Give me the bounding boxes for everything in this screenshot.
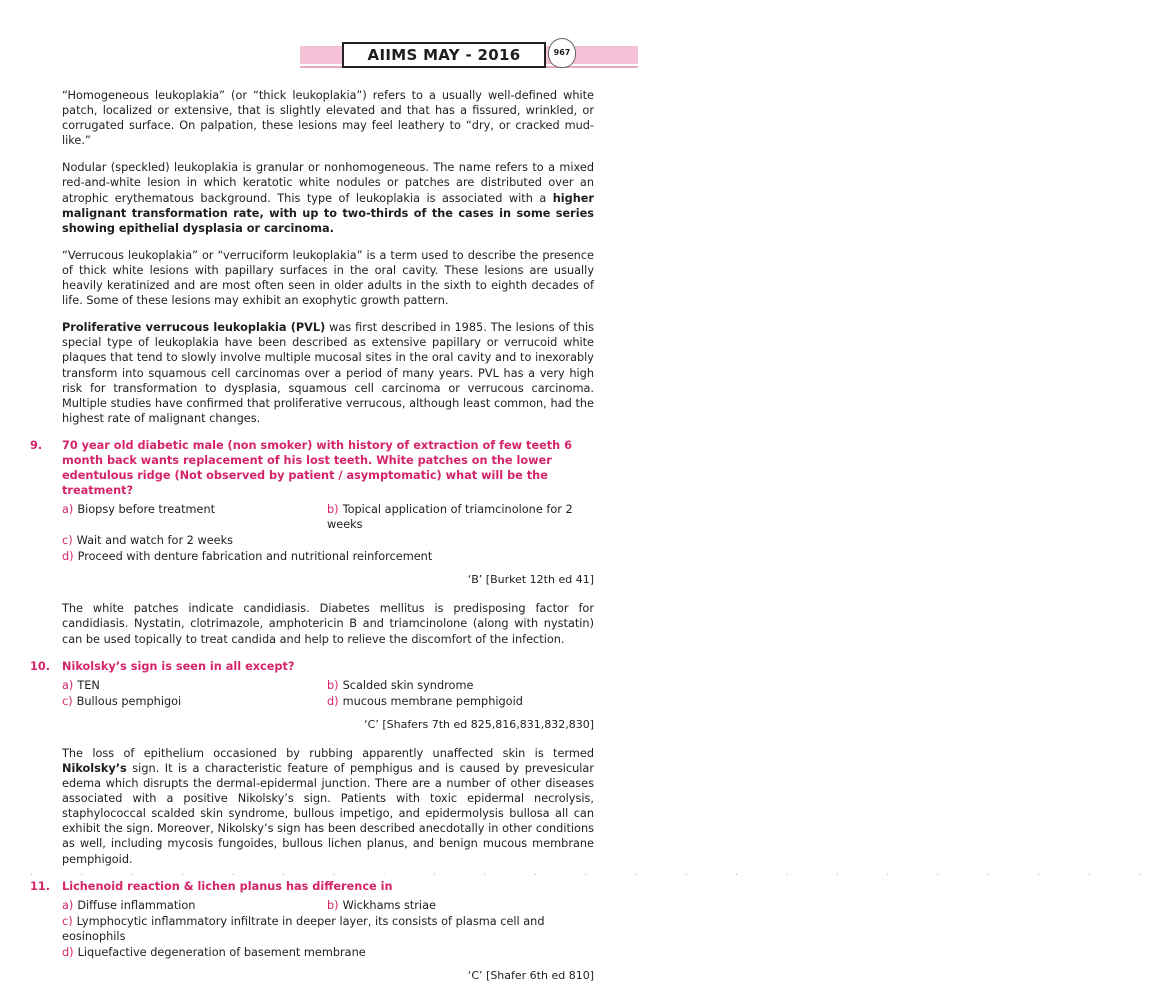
question-9-number: 9.: [30, 438, 43, 452]
option-a: [62, 898, 327, 913]
option-text: Lymphocytic inflammatory infiltrate in deeper layer, its consists of plasma cell and eosinophils: [62, 914, 545, 943]
option-text: mucous membrane pemphigoid: [342, 694, 523, 708]
option-letter: c): [62, 534, 73, 548]
footer-scan-specks: · · · · · · · · · · · · · · · · · · · · · · ·: [30, 870, 1163, 881]
option-text: Wickhams striae: [342, 898, 436, 912]
question-11-answer: ‘C’ [Shafer 6th ed 810]: [467, 969, 594, 983]
options-row: [62, 533, 594, 548]
question-10-explanation-term: Nikolsky’s: [62, 762, 127, 775]
option-c: [62, 533, 233, 548]
question-9: [30, 438, 594, 498]
option-text: Bullous pemphigoi: [76, 694, 182, 708]
option-letter: c): [62, 694, 73, 708]
question-10-number: 10.: [30, 659, 51, 673]
option-letter: b): [327, 678, 339, 692]
page-number-badge: 967: [548, 38, 576, 68]
option-letter: a): [62, 502, 74, 516]
option-letter: d): [62, 550, 74, 564]
options-row: [62, 678, 594, 693]
question-10-answer: ‘C’ [Shafers 7th ed 825,816,831,832,830]: [364, 717, 594, 731]
question-10-explanation: [62, 746, 594, 867]
options-row: [62, 945, 594, 960]
paragraph-nodular: [62, 160, 594, 235]
option-text: Proceed with denture fabrication and nutritional reinforcement: [77, 550, 433, 564]
option-b: [327, 898, 594, 913]
option-text: Liquefactive degeneration of basement membrane: [77, 945, 366, 959]
options-row: [62, 898, 594, 913]
option-text: Biopsy before treatment: [77, 502, 216, 516]
main-content: [30, 88, 594, 997]
question-9-explanation: The white patches indicate candidiasis. Diabetes mellitus is predisposing factor for candidiasis. Nystatin, clotrimazole, amphotericin B and triamcinolone (along with nystatin) can be used topically to treat candida and help to relieve the discomfort of the infection.: [62, 602, 594, 646]
option-a: [62, 502, 327, 532]
option-c: [62, 694, 327, 709]
option-text: Wait and watch for 2 weeks: [76, 534, 234, 548]
question-9-options: [62, 502, 594, 564]
options-row: [62, 549, 594, 564]
option-letter: a): [62, 678, 74, 692]
option-text: TEN: [77, 678, 100, 692]
paragraph-verrucous: “Verrucous leukoplakia” or “verruciform leukoplakia” is a term used to describe the presence of thick white lesions with papillary surfaces in the oral cavity. These lesions are usually heavily keratinized and are most often seen in older adults in the sixth to eighth decades of life. Some of these lesions may exhibit an exophytic growth pattern.: [62, 248, 594, 308]
option-a: [62, 678, 327, 693]
paragraph-homogeneous: “Homogeneous leukoplakia” (or “thick leukoplakia”) refers to a usually well-defined white patch, localized or extensive, that is slightly elevated and that has a fissured, wrinkled, or corrugated surface. On palpation, these lesions may feel leathery to “dry, or cracked mud-like.”: [62, 89, 594, 148]
option-letter: a): [62, 898, 74, 912]
question-11-number: 11.: [30, 879, 51, 893]
option-b: [327, 502, 594, 532]
question-10-explanation-text: The loss of epithelium occasioned by rubbing apparently unaffected skin is termed: [62, 746, 594, 760]
question-11-options: [62, 898, 594, 960]
option-b: [327, 678, 594, 693]
option-d: [62, 549, 432, 564]
option-text: Diffuse inflammation: [77, 898, 196, 912]
option-letter: b): [327, 502, 339, 516]
options-row: [62, 694, 594, 709]
question-10-text: Nikolsky’s sign is seen in all except?: [62, 659, 295, 673]
option-c: [62, 914, 594, 944]
option-letter: d): [62, 945, 74, 959]
paragraph-pvl-text: was first described in 1985. The lesions of this special type of leukoplakia have been described as extensive papillary or verrucoid white plaques that tend to slowly involve multiple mucosal sites in the oral cavity and to inexorably transform into squamous cell carcinomas over a period of many years. PVL has a very high risk for transformation to dysplasia, squamous cell carcinoma or verrucous carcinoma. Multiple studies have confirmed that proliferative verrucous, although least common, had the highest rate of malignant changes.: [62, 321, 594, 425]
option-letter: d): [327, 694, 339, 708]
question-9-answer: ‘B’ [Burket 12th ed 41]: [467, 573, 594, 587]
options-row: [62, 502, 594, 532]
header-title: AIIMS MAY - 2016: [342, 42, 546, 68]
question-11-text: Lichenoid reaction & lichen planus has difference in: [62, 879, 393, 893]
options-row: [62, 914, 594, 944]
paragraph-nodular-text: Nodular (speckled) leukoplakia is granular or nonhomogeneous. The name refers to a mixed red-and-white lesion in which keratotic white nodules or patches are distributed over an atrophic erythematous background. This type of leukoplakia is associated with a: [62, 161, 594, 205]
option-d: [327, 694, 594, 709]
option-text: Topical application of triamcinolone for 2 weeks: [327, 502, 573, 531]
question-9-text: 70 year old diabetic male (non smoker) with history of extraction of few teeth 6 month back wants replacement of his lost teeth. White patches on the lower edentulous ridge (Not observed by patient / asymptomatic) what will be the treatment?: [62, 438, 573, 497]
option-letter: b): [327, 898, 339, 912]
option-text: Scalded skin syndrome: [342, 678, 474, 692]
page-header: [300, 38, 638, 72]
paragraph-nodular-emphasis: higher malignant transformation rate, with up to two-thirds of the cases in some series showing epithelial dysplasia or carcinoma.: [62, 191, 594, 235]
question-10-options: [62, 678, 594, 709]
option-letter: c): [62, 914, 73, 928]
question-10-explanation-rest: sign. It is a characteristic feature of pemphigus and is caused by prevesicular edema which disrupts the dermal-epidermal junction. There are a number of other diseases associated with a positive Nikolsky’s sign. Patients with toxic epidermal necrolysis, staphylococcal scalded skin syndrome, bullous impetigo, and epidermolysis bullosa all can exhibit the sign. Moreover, Nikolsky’s sign has been described anecdotally in other conditions as well, including mycosis fungoides, bullous lichen planus, and benign mucous membrane pemphigoid.: [62, 762, 594, 866]
question-10: [30, 659, 594, 674]
paragraph-pvl: [62, 320, 594, 426]
paragraph-pvl-term: Proliferative verrucous leukoplakia (PVL): [62, 321, 326, 335]
option-d: [62, 945, 366, 960]
